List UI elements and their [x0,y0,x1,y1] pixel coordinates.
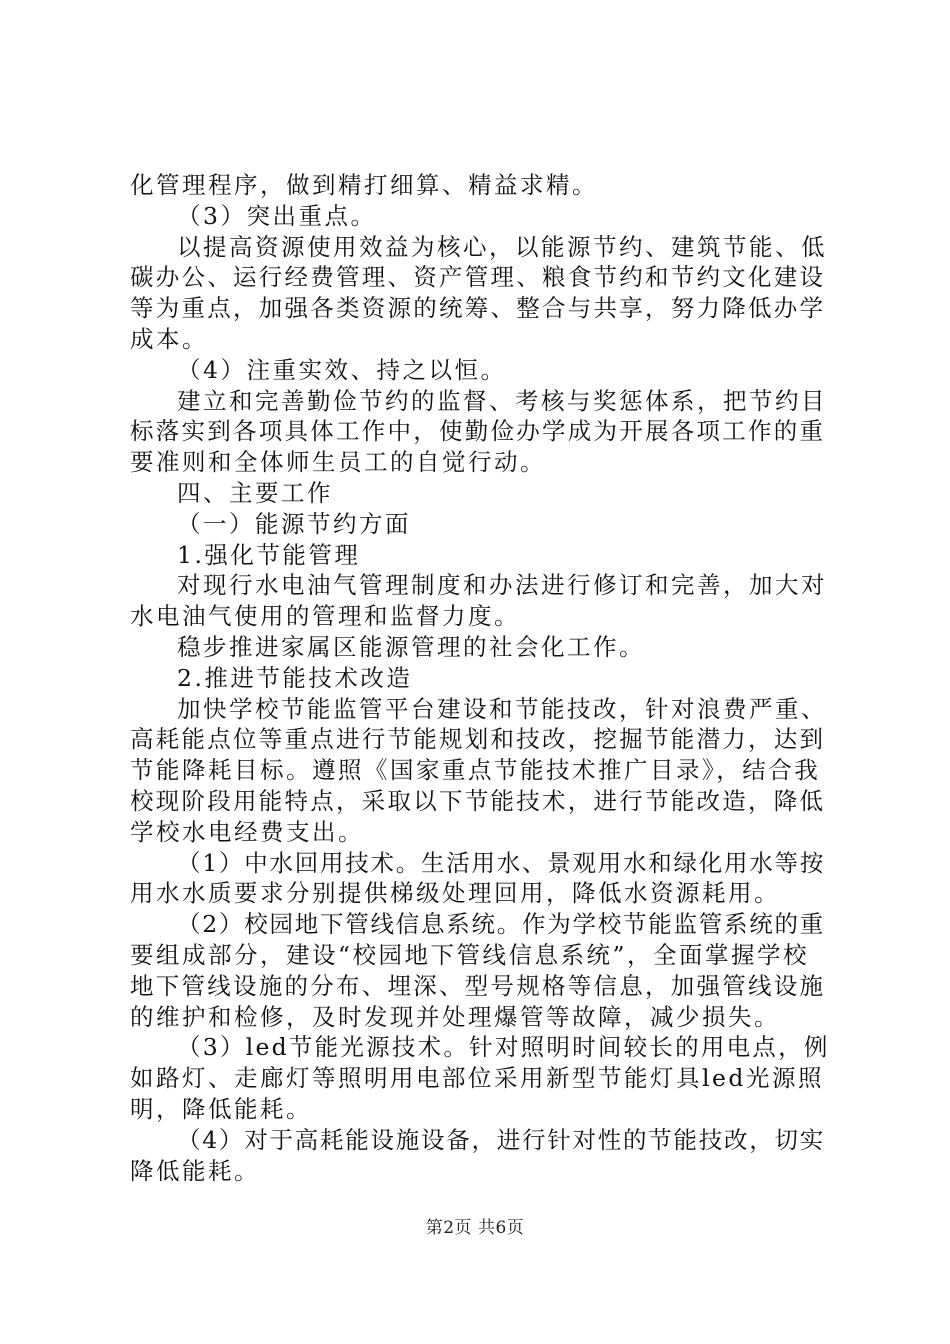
text-line: 地下管线设施的分布、埋深、型号规格等信息，加强管线设施 [130,971,826,1000]
text-line: 碳办公、运行经费管理、资产管理、粮食节约和节约文化建设 [130,263,826,292]
text-line: （3）突出重点。 [177,201,377,230]
text-line: 的维护和检修，及时发现并处理爆管等故障，减少损失。 [130,1002,780,1031]
text-line: 加快学校节能监管平台建设和节能技改，针对浪费严重、 [177,694,827,723]
text-line: 对现行水电油气管理制度和办法进行修订和完善，加大对 [177,571,827,600]
text-line: 建立和完善勤俭节约的监督、考核与奖惩体系，把节约目 [177,386,827,415]
text-line: （4）对于高耗能设施设备，进行针对性的节能技改，切实 [177,1125,825,1154]
text-line: 等为重点，加强各类资源的统筹、整合与共享，努力降低办学 [130,294,826,323]
text-line: （3）led节能光源技术。针对照明时间较长的用电点，例 [177,1033,830,1062]
text-line: 2.推进节能技术改造 [177,663,413,692]
text-line: （4）注重实效、持之以恒。 [177,355,507,384]
text-line: 化管理程序，做到精打细算、精益求精。 [130,171,598,199]
text-line: 要准则和全体师生员工的自觉行动。 [130,448,546,477]
text-line: 高耗能点位等重点进行节能规划和技改，挖掘节能潜力，达到 [130,725,826,754]
text-line: 成本。 [130,324,208,353]
text-line: 校现阶段用能特点，采取以下节能技术，进行节能改造，降低 [130,786,826,815]
text-line: 稳步推进家属区能源管理的社会化工作。 [177,632,645,661]
text-line: 四、主要工作 [177,478,333,507]
text-line: （1）中水回用技术。生活用水、景观用水和绿化用水等按 [177,848,825,877]
text-line: 学校水电经费支出。 [130,817,364,846]
text-line: （2）校园地下管线信息系统。作为学校节能监管系统的重 [177,910,825,939]
body-text [130,170,830,1186]
text-line: 要组成部分，建设“校园地下管线信息系统”，全面掌握学校 [130,940,810,969]
text-line: 如路灯、走廊灯等照明用电部位采用新型节能灯具led光源照 [130,1064,824,1093]
text-line: 以提高资源使用效益为核心，以能源节约、建筑节能、低 [177,232,827,261]
text-line: 用水水质要求分别提供梯级处理回用，降低水资源耗用。 [130,879,780,908]
text-line: （一）能源节约方面 [177,509,411,538]
page-footer: 第2页 共6页 [425,1218,525,1238]
text-line: 水电油气使用的管理和监督力度。 [130,602,520,631]
text-line: 标落实到各项具体工作中，使勤俭办学成为开展各项工作的重 [130,417,826,446]
text-line: 节能降耗目标。遵照《国家重点节能技术推广目录》，结合我 [130,756,821,785]
text-line: 降低能耗。 [130,1156,260,1185]
text-line: 明，降低能耗。 [130,1094,312,1123]
text-line: 1.强化节能管理 [177,540,361,569]
